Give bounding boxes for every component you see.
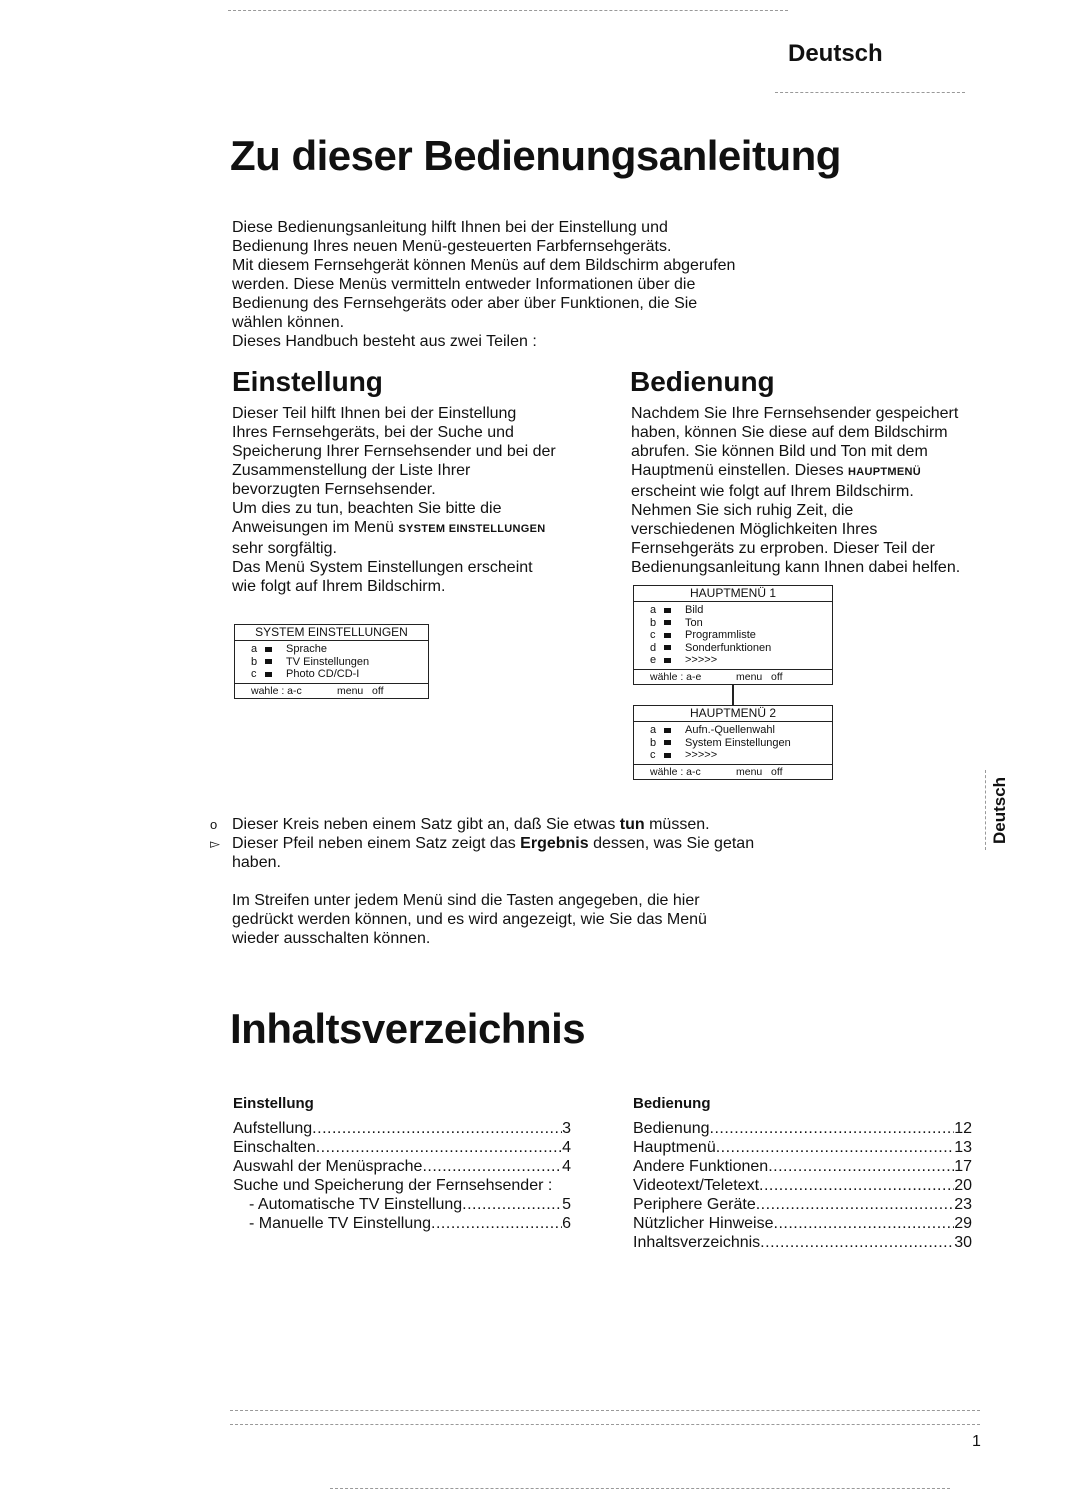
menu-item-letter: c: [650, 629, 656, 641]
menu-title: HAUPTMENÜ 1: [634, 586, 832, 602]
menu-item: [634, 617, 832, 630]
stripe-note: [232, 891, 812, 948]
menu-reference: SYSTEM EINSTELLUNGEN: [398, 523, 546, 535]
text-line: Bedienungsanleitung kann Ihnen dabei helfen.: [631, 559, 961, 576]
toc-entry[interactable]: [633, 1119, 972, 1138]
toc-entry[interactable]: [633, 1233, 972, 1252]
menu-item-label: Ton: [685, 616, 703, 629]
toc-heading-bedienung: Bedienung: [633, 1095, 711, 1112]
toc-entry-page: 29: [954, 1215, 972, 1232]
text-line: Im Streifen unter jedem Menü sind die Tasten angegeben, die hier: [232, 892, 700, 909]
menu-footer-keys: wähle : a-e: [650, 670, 702, 683]
circle-icon: o: [210, 817, 218, 832]
text-line: Nehmen Sie sich ruhig Zeit, die: [631, 502, 854, 519]
menu-footer: [634, 764, 832, 779]
square-bullet-icon: [265, 659, 272, 664]
text-line: verschiedenen Möglichkeiten Ihres: [631, 521, 878, 538]
toc-leader: [716, 1138, 954, 1157]
menu-footer-keys: wahle : a-c: [251, 684, 302, 697]
menu-item-label: Photo CD/CD-I: [286, 668, 360, 680]
menu-item: [634, 737, 832, 750]
text-fragment: Hauptmenü einstellen. Dieses: [631, 462, 844, 479]
page-title: Zu dieser Bedienungsanleitung: [230, 132, 841, 179]
toc-entry[interactable]: [233, 1214, 571, 1233]
text-line: Speicherung Ihrer Fernsehsender und bei der: [232, 443, 556, 460]
menu-item-letter: a: [251, 643, 258, 655]
text-line: erscheint wie folgt auf Ihrem Bildschirm.: [631, 483, 914, 500]
menu-item-label: TV Einstellungen: [286, 655, 370, 668]
menu-item: [235, 643, 428, 656]
menu-item: [634, 724, 832, 737]
toc-entry-page: 23: [954, 1196, 972, 1213]
toc-entry[interactable]: [233, 1157, 571, 1176]
bullet-emphasis: tun: [619, 816, 645, 833]
square-bullet-icon: [265, 672, 272, 677]
toc-entry-page: 6: [562, 1215, 571, 1232]
square-bullet-icon: [664, 728, 671, 733]
toc-entry[interactable]: [633, 1214, 972, 1233]
toc-subheading-label: Suche und Speicherung der Fernsehsender :: [233, 1177, 553, 1194]
toc-entry-label: Videotext/Teletext: [633, 1177, 760, 1194]
toc-title: Inhaltsverzeichnis: [230, 1005, 586, 1052]
menu-item-letter: c: [251, 668, 257, 680]
scan-line-bottom-1: [230, 1410, 980, 1411]
intro-line: wählen können.: [232, 314, 345, 331]
square-bullet-icon: [664, 645, 671, 650]
text-line: Das Menü System Einstellungen erscheint: [232, 559, 533, 576]
toc-entry-label: Inhaltsverzeichnis: [633, 1234, 761, 1251]
toc-entry-page: 4: [562, 1139, 571, 1156]
menu-item-label: >>>>>: [685, 654, 718, 666]
toc-entry-label: Einschalten: [233, 1139, 316, 1156]
menu-item-letter: d: [650, 641, 657, 654]
square-bullet-icon: [664, 608, 671, 613]
toc-entry[interactable]: [633, 1138, 972, 1157]
toc-leader: [774, 1214, 955, 1233]
menu-item-letter: a: [650, 604, 657, 616]
text-line: Zusammenstellung der Liste Ihrer: [232, 462, 471, 479]
menu-item-label: >>>>>: [685, 749, 718, 761]
circle-bullet: [210, 815, 812, 834]
menu-title: HAUPTMENÜ 2: [634, 706, 832, 722]
toc-entry-label: - Automatische TV Einstellung: [249, 1196, 463, 1213]
intro-line: werden. Diese Menüs vermitteln entweder Informationen über die: [232, 276, 696, 293]
toc-entry[interactable]: [233, 1119, 571, 1138]
scan-line-bottom-2: [230, 1424, 980, 1425]
toc-entry-label: Periphere Geräte: [633, 1196, 756, 1213]
text-line: Fernsehgeräts zu erproben. Dieser Teil der: [631, 540, 935, 557]
menu-footer-exit: menu off: [736, 765, 783, 778]
menu-footer-exit: menu off: [736, 670, 783, 683]
intro-line: Dieses Handbuch besteht aus zwei Teilen :: [232, 333, 537, 350]
scan-line-header: [775, 92, 965, 93]
toc-entry-page: 17: [954, 1158, 972, 1175]
toc-entry-page: 12: [954, 1120, 972, 1137]
scan-line-bottom-3: [330, 1488, 950, 1489]
intro-line: Bedienung des Fernsehgeräts oder aber über Funktionen, die Sie: [232, 295, 698, 312]
toc-leader: [768, 1157, 954, 1176]
menu-item: [235, 668, 428, 681]
square-bullet-icon: [664, 633, 671, 638]
text-line: sehr sorgfältig.: [232, 540, 337, 557]
menu-item: [235, 656, 428, 669]
menu-item-label: Aufn.-Quellenwahl: [685, 724, 775, 736]
text-line: haben, können Sie diese auf dem Bildschirm: [631, 424, 948, 441]
toc-entry-page: 5: [562, 1196, 571, 1213]
bedienung-heading: Bedienung: [630, 366, 775, 397]
toc-entry-label: Auswahl der Menüsprache: [233, 1158, 423, 1175]
toc-entry-label: Nützlicher Hinweise: [633, 1215, 774, 1232]
toc-subheading: [233, 1176, 571, 1195]
menu-item-label: Bild: [685, 604, 704, 616]
main-menu-1: [633, 585, 833, 685]
toc-entry[interactable]: [233, 1138, 571, 1157]
bullet-emphasis: Ergebnis: [520, 835, 589, 852]
toc-entry-label: Andere Funktionen: [633, 1158, 769, 1175]
bullet-text: müssen.: [649, 816, 710, 833]
side-tab-label: Deutsch: [990, 776, 1009, 844]
menu-item-letter: c: [650, 749, 656, 761]
einstellung-text: [232, 404, 592, 596]
menu-item-label: Sprache: [286, 643, 327, 655]
intro-text: [232, 218, 812, 351]
intro-line: Diese Bedienungsanleitung hilft Ihnen bei der Einstellung und: [232, 219, 668, 236]
menu-item: [634, 749, 832, 762]
menu-item-letter: b: [251, 655, 258, 668]
menu-item-label: System Einstellungen: [685, 736, 791, 749]
toc-entry[interactable]: [633, 1157, 972, 1176]
toc-left: [233, 1119, 571, 1233]
toc-entry[interactable]: [633, 1195, 972, 1214]
bullet-text: dessen, was Sie getan: [593, 835, 755, 852]
toc-entry-label: - Manuelle TV Einstellung: [249, 1215, 432, 1232]
menu-reference: HAUPTMENÜ: [848, 466, 921, 478]
toc-entry-page: 30: [954, 1234, 972, 1251]
toc-right: [633, 1119, 972, 1252]
square-bullet-icon: [664, 753, 671, 758]
toc-entry[interactable]: [233, 1195, 571, 1214]
text-line: gedrückt werden können, und es wird angezeigt, wie Sie das Menü: [232, 911, 707, 928]
menu-item-letter: b: [650, 616, 657, 629]
toc-leader: [756, 1195, 954, 1214]
menu-item-label: Sonderfunktionen: [685, 641, 772, 654]
menu-footer: [235, 683, 428, 698]
menu-footer-exit: menu off: [337, 684, 384, 697]
text-line: Nachdem Sie Ihre Fernsehsender gespeichert: [631, 405, 959, 422]
text-line: wie folgt auf Ihrem Bildschirm.: [232, 578, 446, 595]
menu-item-letter: b: [650, 736, 657, 749]
toc-entry-page: 13: [954, 1139, 972, 1156]
square-bullet-icon: [265, 647, 272, 652]
bullet-text: haben.: [232, 854, 281, 871]
intro-line: Mit diesem Fernsehgerät können Menüs auf dem Bildschirm abgerufen: [232, 257, 736, 274]
square-bullet-icon: [664, 740, 671, 745]
text-line: [232, 518, 592, 539]
text-line: Ihres Fernsehgeräts, bei der Suche und: [232, 424, 514, 441]
menu-footer-keys: wähle : a-c: [650, 765, 701, 778]
page-number: 1: [972, 1433, 981, 1450]
menu-connector: [732, 685, 734, 705]
arrow-bullet: [210, 834, 812, 872]
text-line: Um dies zu tun, beachten Sie bitte die: [232, 500, 502, 517]
main-menu-2: [633, 705, 833, 780]
intro-line: Bedienung Ihres neuen Menü-gesteuerten Farbfernsehgeräts.: [232, 238, 672, 255]
language-header: Deutsch: [788, 40, 883, 67]
toc-leader: [462, 1195, 562, 1214]
toc-entry-page: 4: [562, 1158, 571, 1175]
text-fragment: Anweisungen im Menü: [232, 519, 394, 536]
toc-entry[interactable]: [633, 1176, 972, 1195]
toc-leader: [431, 1214, 562, 1233]
scan-line-top: [228, 10, 788, 11]
bullet-text: Dieser Pfeil neben einem Satz zeigt das: [232, 835, 516, 852]
menu-item-label: Programmliste: [685, 629, 756, 641]
menu-item-letter: a: [650, 724, 657, 736]
text-line: [631, 461, 991, 482]
toc-leader: [316, 1138, 562, 1157]
menu-footer: [634, 669, 832, 684]
bedienung-text: [631, 404, 991, 577]
toc-entry-label: Aufstellung: [233, 1120, 313, 1137]
toc-leader: [760, 1233, 954, 1252]
square-bullet-icon: [664, 658, 671, 663]
toc-entry-page: 20: [954, 1177, 972, 1194]
arrow-icon: ▻: [210, 836, 220, 851]
menu-item: [634, 604, 832, 617]
toc-leader: [422, 1157, 562, 1176]
menu-item: [634, 642, 832, 655]
square-bullet-icon: [664, 620, 671, 625]
einstellung-heading: Einstellung: [232, 366, 383, 397]
toc-entry-page: 3: [562, 1120, 571, 1137]
toc-heading-einstellung: Einstellung: [233, 1095, 314, 1112]
toc-leader: [710, 1119, 955, 1138]
toc-entry-label: Bedienung: [633, 1120, 710, 1137]
text-line: abrufen. Sie können Bild und Ton mit dem: [631, 443, 928, 460]
text-line: bevorzugten Fernsehsender.: [232, 481, 436, 498]
menu-item: [634, 654, 832, 667]
bullet-text: Dieser Kreis neben einem Satz gibt an, daß Sie etwas: [232, 816, 616, 833]
menu-item-letter: e: [650, 654, 657, 666]
menu-item: [634, 629, 832, 642]
system-settings-menu: [234, 624, 429, 699]
text-line: Dieser Teil hilft Ihnen bei der Einstellung: [232, 405, 517, 422]
toc-entry-label: Hauptmenü: [633, 1139, 716, 1156]
text-line: wieder ausschalten können.: [232, 930, 431, 947]
toc-leader: [312, 1119, 562, 1138]
side-language-tab: [985, 770, 1024, 850]
menu-title: SYSTEM EINSTELLUNGEN: [235, 625, 428, 641]
toc-leader: [759, 1176, 954, 1195]
